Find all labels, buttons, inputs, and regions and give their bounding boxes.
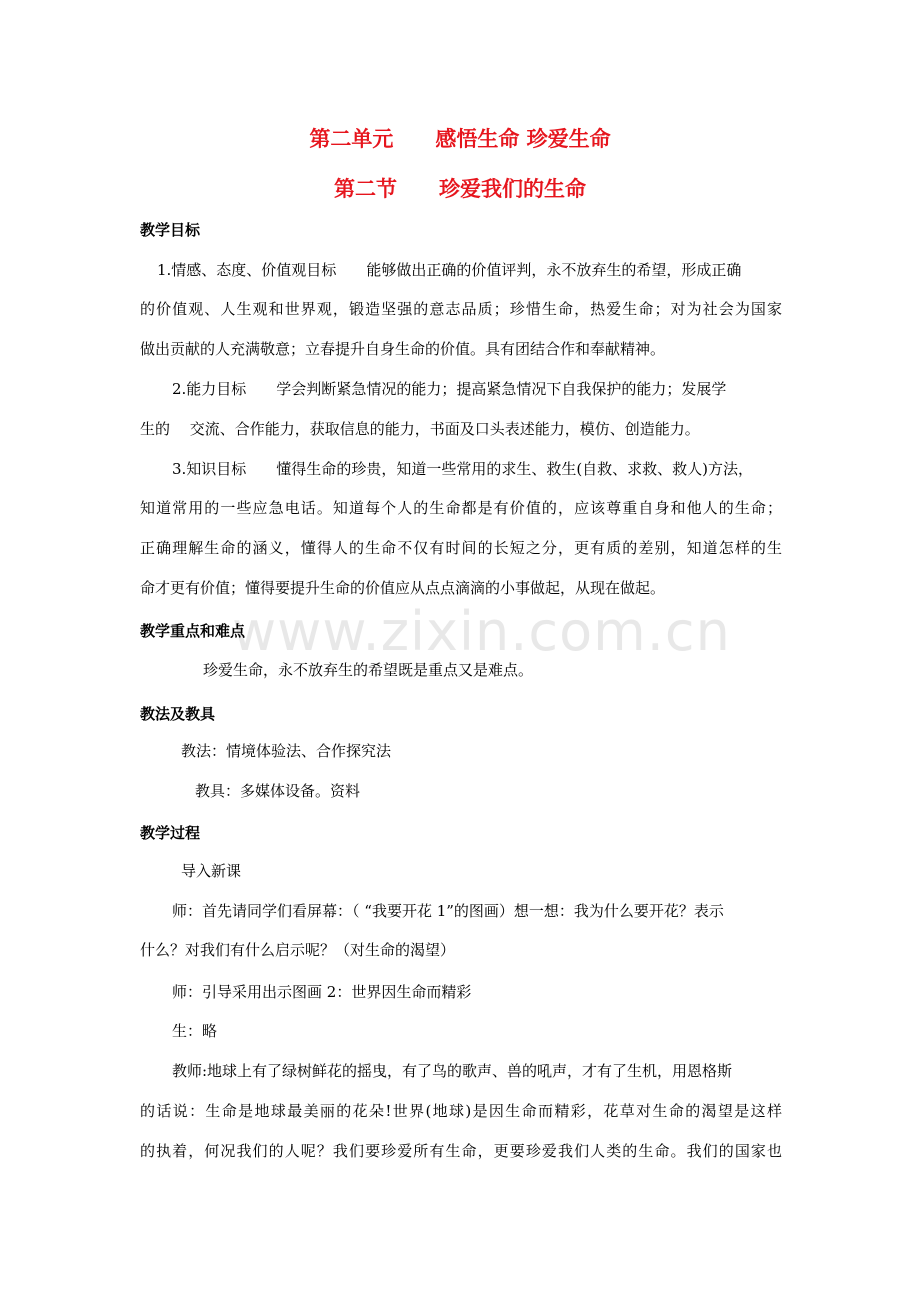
teaching-method: 教法：情境体验法、合作探究法	[181, 742, 392, 760]
heading-methods: 教法及教具	[140, 705, 216, 723]
teacher-2: 师：引导采用出示图画 2：世界因生命而精彩	[172, 983, 472, 1001]
heading-keypoints: 教学重点和难点	[140, 622, 246, 640]
objective-1-line-1: 1.情感、态度、价值观目标 能够做出正确的价值评判，永不放弃生的希望，形成正确	[157, 261, 742, 279]
objective-3-line-1: 3.知识目标 懂得生命的珍贵，知道一些常用的求生、救生(自救、求救、救人)方法，	[172, 460, 754, 478]
heading-process: 教学过程	[140, 824, 201, 842]
teacher-3-line-3: 的执着，何况我们的人呢？我们要珍爱所有生命，更要珍爱我们人类的生命。我们的国家也	[140, 1142, 782, 1160]
teaching-tools: 教具：多媒体设备。资料	[195, 782, 361, 800]
teacher-3-line-1: 教师:地球上有了绿树鲜花的摇曳，有了鸟的歌声、兽的吼声，才有了生机，用恩格斯	[172, 1062, 733, 1080]
student-1: 生：略	[172, 1022, 218, 1040]
objective-3-line-2: 知道常用的一些应急电话。知道每个人的生命都是有价值的，应该尊重自身和他人的生命；	[140, 499, 782, 517]
objective-2-line-1: 2.能力目标 学会判断紧急情况的能力；提高紧急情况下自我保护的能力；发展学	[172, 380, 727, 398]
teacher-1-line-2: 什么？对我们有什么启示呢？（对生命的渴望）	[140, 941, 456, 959]
teacher-3-line-2: 的话说：生命是地球最美丽的花朵!世界(地球)是因生命而精彩，花草对生命的渴望是这样	[140, 1102, 782, 1120]
objective-3-line-3: 正确理解生命的涵义，懂得人的生命不仅有时间的长短之分，更有质的差别，知道怎样的生	[140, 539, 782, 557]
objective-1-line-2: 的价值观、人生观和世界观，锻造坚强的意志品质；珍惜生命，热爱生命；对为社会为国家	[140, 300, 782, 318]
section-title: 第二节 珍爱我们的生命	[334, 177, 586, 201]
unit-title: 第二单元 感悟生命 珍爱生命	[309, 127, 611, 151]
intro-new-lesson: 导入新课	[181, 862, 242, 880]
watermark: www.zixin.com.cn	[232, 600, 731, 663]
heading-objectives: 教学目标	[140, 221, 201, 239]
objective-2-line-2: 生的 交流、合作能力，获取信息的能力，书面及口头表述能力，模仿、创造能力。	[140, 420, 700, 438]
teacher-1-line-1: 师：首先请同学们看屏幕：（ “我要开花 1”的图画）想一想：我为什么要开花？表示	[172, 902, 724, 920]
objective-3-line-4: 命才更有价值；懂得要提升生命的价值应从点点滴滴的小事做起，从现在做起。	[140, 579, 666, 597]
keypoints-text: 珍爱生命，永不放弃生的希望既是重点又是难点。	[203, 661, 534, 679]
objective-1-line-3: 做出贡献的人充满敬意；立春提升自身生命的价值。具有团结合作和奉献精神。	[140, 340, 666, 358]
